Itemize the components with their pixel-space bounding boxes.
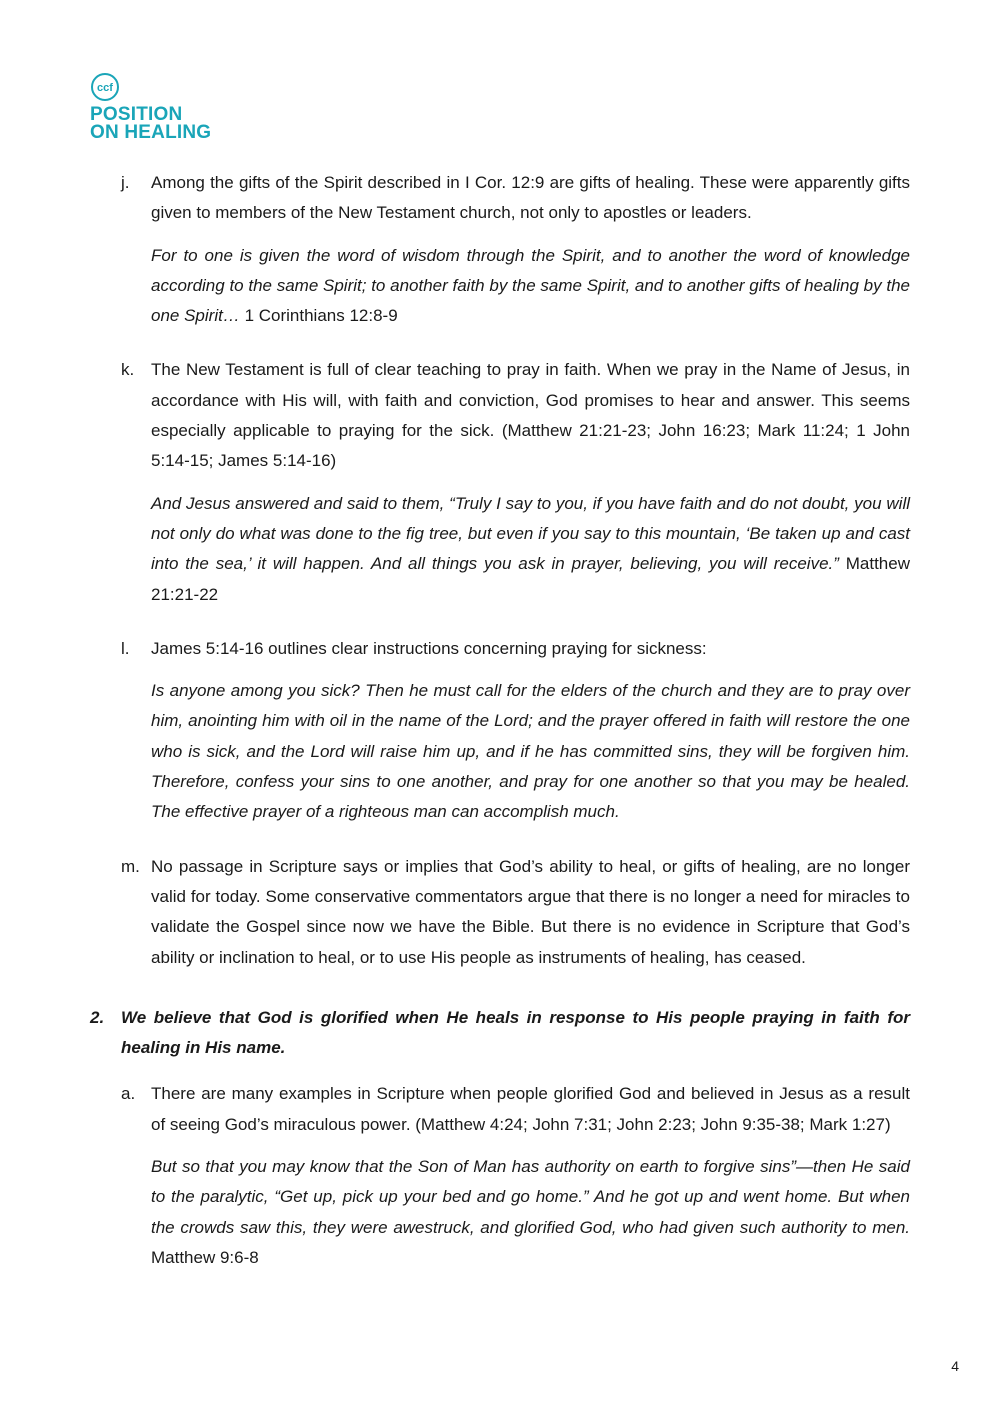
- item-text: Among the gifts of the Spirit described in I Cor. 12:9 are gifts of healing. These were apparently gifts given to members of the New Testament church, not only to apostles or leaders.: [151, 173, 910, 223]
- quote-text: But so that you may know that the Son of Man has authority on earth to forgive sins”—then He said to the paralytic, “Get up, pick up your bed and go home.” And he got up and went home. But when the crowds saw this, they were awestruck, and glorified God, who had given such authority to men.: [151, 1157, 910, 1237]
- item-text: No passage in Scripture says or implies that God’s ability to heal, or gifts of healing, are no longer valid for today. Some conservative commentators argue that there is no longer a need for miracles to validate the Gospel since now we have the Bible. But there is no evidence in Scripture that God’s ability or inclination to heal, or to use His people as instruments of healing, has ceased.: [151, 856, 910, 967]
- document-body: [90, 168, 910, 1273]
- title-line-1: POSITION: [90, 104, 183, 125]
- quote-text: And Jesus answered and said to them, “Truly I say to you, if you have faith and do not doubt, you will not only do what was done to the fig tree, but even if you say to this mountain, ‘Be taken up and cast into the sea,’ it will happen. And all things you ask in prayer, believing, you will receive.”: [151, 493, 910, 574]
- scripture-quote: [151, 489, 910, 610]
- list-marker: k.: [121, 360, 135, 380]
- section-marker: 2.: [90, 1007, 105, 1027]
- list-item-m: [90, 852, 910, 973]
- item-text: There are many examples in Scripture when people glorified God and believed in Jesus as a result of seeing God’s miraculous power. (Matthew 4:24; John 7:31; John 2:23; John 9:35-38; Mark 1:27): [151, 1084, 910, 1134]
- quote-reference: Matthew 9:6-8: [151, 1247, 259, 1267]
- quote-reference: Matthew 21:21-22: [151, 554, 910, 604]
- ccf-logo-icon: [90, 72, 120, 102]
- logo-text: ccf: [97, 82, 113, 94]
- item-text: The New Testament is full of clear teaching to pray in faith. When we pray in the Name of Jesus, in accordance with His will, with faith and conviction, God promises to hear and answer. This seems especially applicable to praying for the sick. (Matthew 21:21-23; John 16:23; Mark 11:24; 1 John 5:14-15; James 5:14-16): [151, 360, 910, 471]
- section-2-heading: [90, 1003, 910, 1064]
- list-item-j: [90, 168, 910, 331]
- list-item-a: [90, 1079, 910, 1273]
- item-text: James 5:14-16 outlines clear instructions concerning praying for sickness:: [151, 638, 707, 658]
- list-marker: a.: [121, 1084, 136, 1104]
- quote-text: For to one is given the word of wisdom through the Spirit, and to another the word of knowledge according to the same Spirit; to another faith by the same Spirit, and to another gifts of healing by the one Spirit…: [151, 245, 910, 326]
- scripture-quote: [151, 1152, 910, 1273]
- list-item-l: [90, 634, 910, 828]
- scripture-quote: [151, 241, 910, 332]
- list-marker: m.: [121, 856, 140, 876]
- document-title: [90, 106, 211, 142]
- document-header: [90, 72, 211, 142]
- section-text: We believe that God is glorified when He heals in response to His people praying in faith for healing in His name.: [121, 1007, 910, 1058]
- list-marker: l.: [121, 638, 130, 658]
- scripture-quote: [151, 676, 910, 827]
- list-item-k: [90, 355, 910, 609]
- title-line-2: ON HEALING: [90, 122, 212, 143]
- quote-text: Is anyone among you sick? Then he must call for the elders of the church and they are to pray over him, anointing him with oil in the name of the Lord; and the prayer offered in faith will restore the one who is sick, and the Lord will raise him up, and if he has committed sins, they will be forgiven him. Therefore, confess your sins to one another, and pray for one another so that you may be healed. The effective prayer of a righteous man can accomplish much.: [151, 681, 910, 822]
- page-number: 4: [951, 1358, 959, 1374]
- quote-reference: 1 Corinthians 12:8-9: [244, 306, 398, 326]
- list-marker: j.: [121, 173, 130, 192]
